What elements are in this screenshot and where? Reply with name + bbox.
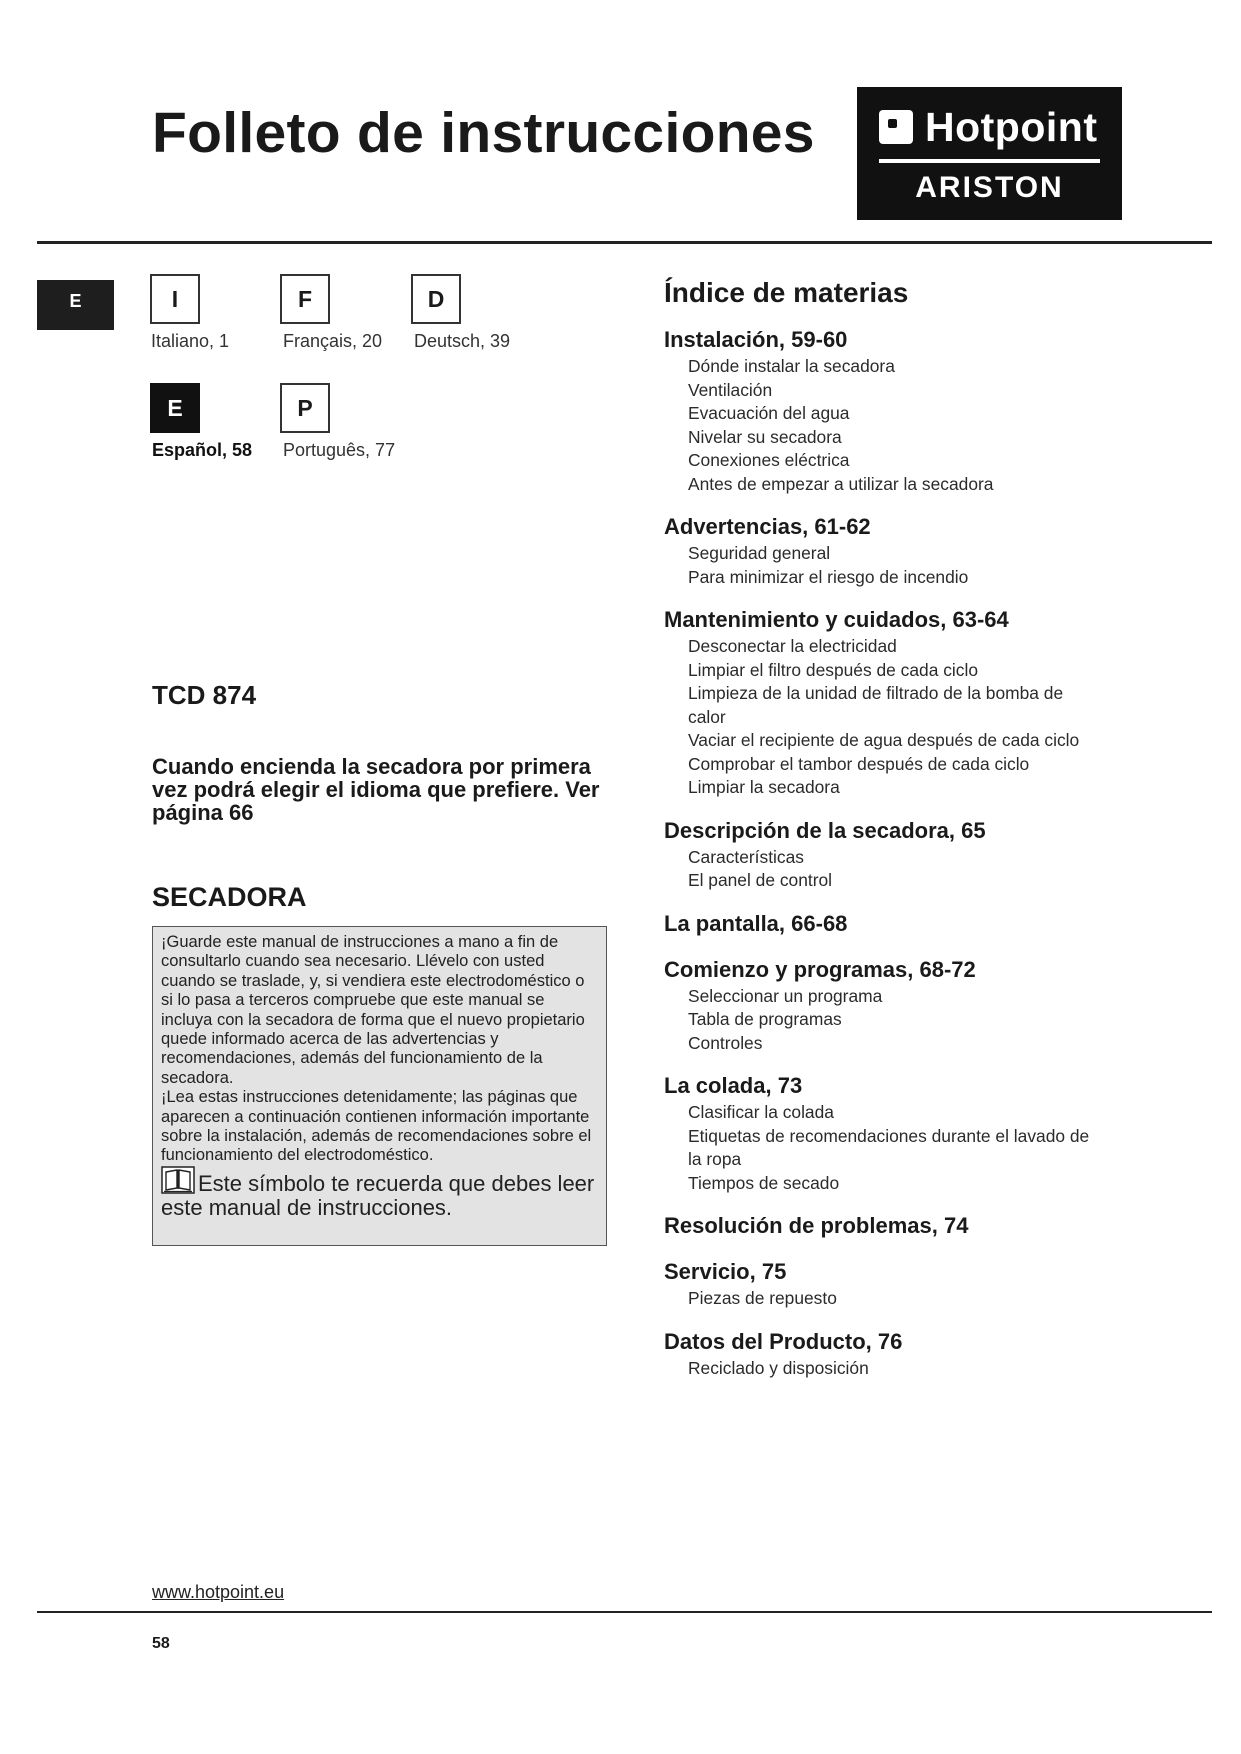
toc-item[interactable]: Evacuación del agua <box>688 403 850 423</box>
language-side-tab: E <box>37 280 114 330</box>
page-number: 58 <box>152 1635 170 1652</box>
toc-item[interactable]: Limpieza de la unidad de filtrado de la bomba de calor <box>688 683 1064 727</box>
language-label-french: Français, 20 <box>283 331 383 351</box>
language-box-spanish[interactable]: E <box>150 383 200 433</box>
toc-item[interactable]: Conexiones eléctrica <box>688 450 850 470</box>
toc-section-title[interactable]: La colada, 73 <box>664 1073 803 1098</box>
toc-item[interactable]: Limpiar la secadora <box>688 777 840 797</box>
toc-item[interactable]: Tabla de programas <box>688 1009 842 1029</box>
toc-item[interactable]: Reciclado y disposición <box>688 1357 869 1378</box>
toc-item[interactable]: Tiempos de secado <box>688 1172 840 1193</box>
toc-section <box>664 324 1104 496</box>
language-label-portuguese: Português, 77 <box>283 440 396 460</box>
toc-section <box>664 1210 1104 1241</box>
toc-section-title[interactable]: Resolución de problemas, 74 <box>664 1213 969 1238</box>
symbol-note-text: Este símbolo te recuerda que debes leer este manual de instrucciones. <box>161 1170 595 1220</box>
page-title: Folleto de instrucciones <box>152 101 815 165</box>
logo-brand-text: Hotpoint <box>925 104 1098 150</box>
toc-item[interactable]: Clasificar la colada <box>688 1102 834 1122</box>
toc-item[interactable]: Antes de empezar a utilizar la secadora <box>688 473 994 494</box>
language-box-italian[interactable]: I <box>150 274 200 324</box>
toc-section-title[interactable]: Mantenimiento y cuidados, 63-64 <box>664 607 1009 632</box>
brand-logo <box>857 87 1122 220</box>
toc-item[interactable]: Limpiar el filtro después de cada ciclo <box>688 659 978 680</box>
book-manual-icon <box>161 1166 195 1194</box>
info-box <box>152 926 607 1246</box>
model-number: TCD 874 <box>152 680 257 710</box>
header-divider <box>37 241 1212 244</box>
website-link[interactable]: www.hotpoint.eu <box>152 1582 285 1602</box>
toc-item[interactable]: Dónde instalar la secadora <box>688 356 895 376</box>
language-label-spanish: Español, 58 <box>152 440 253 460</box>
toc-item[interactable]: Vaciar el recipiente de agua después de cada ciclo <box>688 730 1080 750</box>
index-title: Índice de materias <box>664 277 909 308</box>
hotpoint-logo-icon <box>879 110 913 144</box>
toc-section <box>664 954 1104 1056</box>
logo-divider <box>879 159 1100 163</box>
toc-section <box>664 908 1104 939</box>
language-box-german[interactable]: D <box>411 274 461 324</box>
language-box-french[interactable]: F <box>280 274 330 324</box>
product-title: SECADORA <box>152 882 307 912</box>
toc-item[interactable]: Seguridad general <box>688 543 831 563</box>
toc-item[interactable]: El panel de control <box>688 870 833 890</box>
toc-section <box>664 1326 1104 1381</box>
language-note: Cuando encienda la secadora por primera vez podrá elegir el idioma que prefiere. Ver página 66 <box>152 754 600 825</box>
toc-item[interactable]: Características <box>688 846 804 867</box>
toc-section-title[interactable]: Comienzo y programas, 68-72 <box>664 956 976 982</box>
toc-item[interactable]: Desconectar la electricidad <box>688 636 897 656</box>
toc-item[interactable]: Seleccionar un programa <box>688 985 883 1006</box>
toc-section <box>664 604 1104 800</box>
toc-item[interactable]: Piezas de repuesto <box>688 1288 837 1308</box>
toc-item[interactable]: Ventilación <box>688 379 773 400</box>
toc-section-title[interactable]: Instalación, 59-60 <box>664 327 848 352</box>
toc-section <box>664 1070 1104 1195</box>
language-box-portuguese[interactable]: P <box>280 383 330 433</box>
table-of-contents <box>664 324 1104 1395</box>
info-paragraph: ¡Guarde este manual de instrucciones a mano a fin de consultarlo cuando sea necesario. Llévelo con usted cuando se traslade, y, si vendiera este electrodoméstico o si lo pasa a terceros compruebe que este manual se incluya con la secadora de forma que el nuevo propietario quede informado acerca de las advertencias y recomendaciones, además del funcionamiento de la secadora. <box>161 933 585 1087</box>
symbol-note <box>161 1166 598 1220</box>
toc-section-title[interactable]: Advertencias, 61-62 <box>664 514 871 539</box>
toc-section <box>664 815 1104 893</box>
toc-item[interactable]: Para minimizar el riesgo de incendio <box>688 566 969 587</box>
toc-item[interactable]: Comprobar el tambor después de cada ciclo <box>688 753 1030 774</box>
toc-section <box>664 1256 1104 1311</box>
toc-item[interactable]: Nivelar su secadora <box>688 426 842 447</box>
toc-section-title[interactable]: La pantalla, 66-68 <box>664 910 848 936</box>
info-paragraph: ¡Lea estas instrucciones detenidamente; las páginas que aparecen a continuación contienen información importante sobre la instalación, además de recomendaciones sobre el funcionamiento del electrodoméstico. <box>161 1088 592 1165</box>
toc-item[interactable]: Controles <box>688 1032 763 1053</box>
toc-section-title[interactable]: Servicio, 75 <box>664 1259 787 1284</box>
toc-section-title[interactable]: Descripción de la secadora, 65 <box>664 817 986 843</box>
logo-sub-text: ARISTON <box>915 171 1064 204</box>
toc-section-title[interactable]: Datos del Producto, 76 <box>664 1328 903 1354</box>
toc-section <box>664 511 1104 589</box>
language-label-italian: Italiano, 1 <box>151 331 230 351</box>
footer-divider <box>37 1611 1212 1613</box>
toc-item[interactable]: Etiquetas de recomendaciones durante el lavado de la ropa <box>688 1125 1090 1169</box>
language-label-german: Deutsch, 39 <box>414 331 511 351</box>
